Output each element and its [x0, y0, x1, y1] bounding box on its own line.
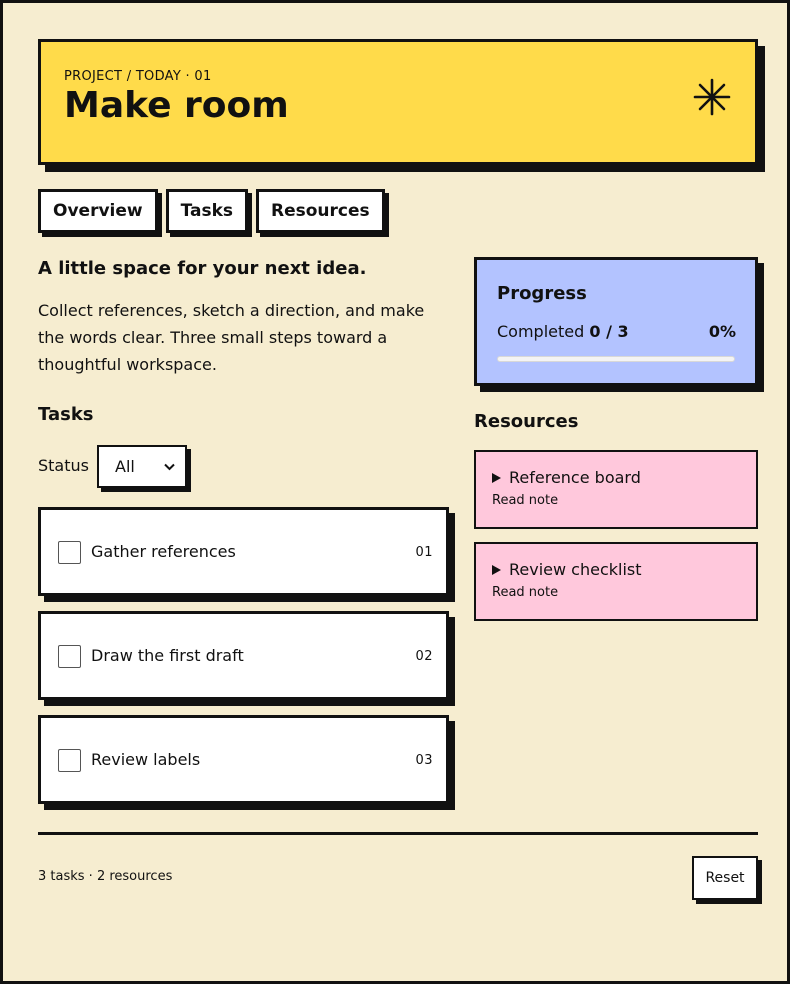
disclosure-triangle-icon	[492, 473, 501, 483]
task-label: Draw the first draft	[91, 646, 244, 665]
tab-tasks[interactable]: Tasks	[166, 189, 248, 233]
reset-button[interactable]: Reset	[692, 856, 758, 900]
task-checkbox[interactable]	[58, 645, 81, 668]
resource-title: Reference board	[509, 468, 641, 487]
asterisk-icon	[691, 76, 733, 118]
resource-title: Review checklist	[509, 560, 642, 579]
task-number: 02	[415, 649, 433, 664]
disclosure-triangle-icon	[492, 565, 501, 575]
task-card	[38, 715, 449, 804]
resource-card[interactable]	[474, 542, 758, 621]
project-header	[38, 39, 758, 165]
resource-link[interactable]: Read note	[492, 585, 559, 600]
progress-panel	[474, 257, 758, 386]
footer-meta: 3 tasks · 2 resources	[38, 869, 173, 884]
progress-bar	[497, 356, 735, 362]
progress-percent: 0%	[708, 322, 736, 341]
progress-summary	[497, 322, 736, 341]
progress-title: Progress	[497, 283, 587, 304]
task-checkbox[interactable]	[58, 541, 81, 564]
footer-divider	[38, 832, 758, 835]
task-number: 01	[415, 545, 433, 560]
tab-overview[interactable]: Overview	[38, 189, 158, 233]
task-card	[38, 507, 449, 596]
intro-body: Collect references, sketch a direction, and make the words clear. Three small steps toward a thoughtful workspace.	[38, 301, 425, 374]
page-title: Make room	[64, 85, 289, 126]
tasks-heading: Tasks	[38, 404, 94, 425]
chevron-down-icon	[164, 463, 175, 471]
task-number: 03	[415, 753, 433, 768]
task-card	[38, 611, 449, 700]
completed-summary	[497, 322, 629, 341]
project-eyebrow: PROJECT / TODAY · 01	[64, 69, 212, 84]
tab-resources[interactable]: Resources	[256, 189, 385, 233]
status-label: Status	[38, 456, 89, 475]
status-selected-value: All	[115, 457, 135, 476]
resource-link[interactable]: Read note	[492, 493, 559, 508]
task-checkbox[interactable]	[58, 749, 81, 772]
completed-label: Completed	[497, 322, 585, 341]
completed-count: 0 / 3	[589, 322, 629, 341]
intro-heading: A little space for your next idea.	[38, 258, 367, 279]
tab-bar	[38, 189, 385, 233]
task-label: Gather references	[91, 542, 236, 561]
resources-heading: Resources	[474, 411, 579, 432]
task-label: Review labels	[91, 750, 201, 769]
status-select[interactable]	[97, 445, 187, 488]
resource-card[interactable]	[474, 450, 758, 529]
